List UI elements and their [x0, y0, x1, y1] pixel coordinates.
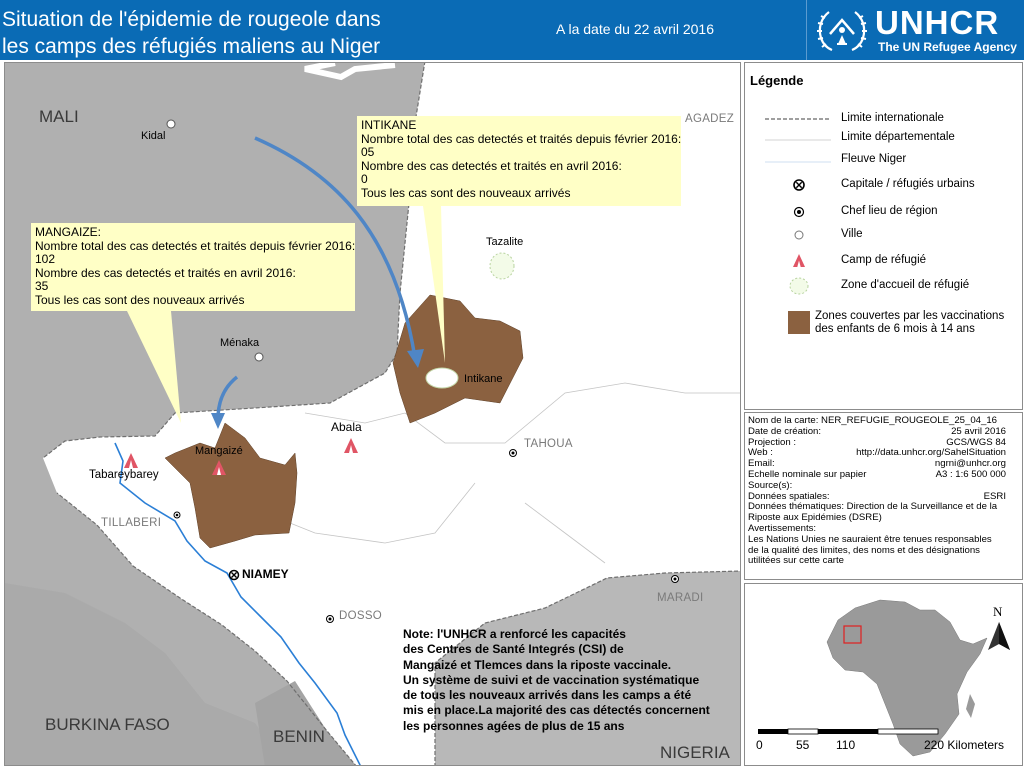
legend-label: Ville	[841, 228, 863, 240]
map-date: A la date du 22 avril 2016	[556, 21, 715, 37]
region-label-maradi: MARADI	[657, 592, 704, 604]
main-map[interactable]	[4, 62, 741, 766]
callout-mangaize-line3: Tous les cas sont des nouveaux arrivés	[35, 292, 245, 307]
meta-value: 25 avril 2016	[951, 425, 1006, 437]
region-label-tahoua: TAHOUA	[524, 438, 573, 450]
header-bar	[0, 0, 1024, 60]
meta-text: utilitées sur cette carte	[748, 555, 844, 567]
meta-key: Date de création:	[748, 425, 822, 437]
legend-item-vaccination-zone	[745, 308, 1024, 338]
callout-intikane-value1: 05	[361, 145, 375, 159]
legend-item-department-border	[745, 128, 1024, 148]
reception-zone-icon	[759, 276, 835, 296]
capital-icon	[759, 175, 835, 195]
meta-text: de la qualité des limites, des noms et des désignations	[748, 544, 980, 556]
scale-bar	[758, 729, 938, 734]
legend-label: Zone d'accueil de réfugié	[841, 279, 970, 291]
legend-item-niger-river	[745, 150, 1024, 170]
legend-label-line1: Zones couvertes par les vaccinations	[815, 310, 1005, 322]
scale-label-55: 55	[796, 738, 810, 752]
meta-value: A3 : 1:6 500 000	[935, 468, 1006, 480]
country-label-nigeria: NIGERIA	[660, 743, 730, 762]
meta-value: GCS/WGS 84	[946, 436, 1006, 448]
vaccination-note	[403, 627, 710, 734]
legend-item-international-border	[745, 109, 1024, 129]
country-label-burkina-faso: BURKINA FASO	[45, 715, 170, 734]
place-label-mangaize: Mangaizé	[195, 445, 243, 457]
note-line: Note: l'UNHCR a renforcé les capacités	[403, 627, 626, 641]
river-line-icon	[759, 150, 835, 170]
callout-mangaize-value1: 102	[35, 252, 56, 266]
meta-value[interactable]: ngrni@unhcr.org	[934, 458, 1006, 470]
title-line-1: Situation de l'épidemie de rougeole dans	[2, 8, 381, 31]
callout-intikane-line2: Nombre des cas detectés et traités en avril 2016:	[361, 158, 622, 173]
meta-text: Riposte aux Epidémies (DSRE)	[748, 512, 882, 524]
legend-item-region-capital	[745, 202, 1024, 222]
country-label-mali: MALI	[39, 107, 79, 126]
note-line: de tous les nouveaux arrivés dans les camps a été	[403, 688, 692, 703]
meta-key: Nom de la carte: NER_REFUGIE_ROUGEOLE_25_04_16	[748, 415, 998, 426]
legend-label: Chef lieu de région	[841, 205, 938, 217]
meta-key: Source(s):	[748, 479, 793, 491]
meta-row	[748, 492, 1019, 503]
place-label-intikane: Intikane	[464, 373, 503, 385]
place-label-tazalite: Tazalite	[486, 236, 524, 248]
region-capital-icon	[759, 202, 835, 222]
meta-value[interactable]: http://data.unhcr.org/SahelSituation	[856, 447, 1006, 459]
callout-mangaize-value2: 35	[35, 279, 49, 293]
city-label-menaka: Ménaka	[220, 337, 260, 349]
legend-item-reception-zone	[745, 276, 1024, 296]
legend-label: Limite départementale	[841, 131, 955, 143]
note-line: Mangaizé et Tlemces dans la riposte vaccinale.	[403, 657, 672, 672]
scale-label-0: 0	[756, 738, 763, 752]
town-icon	[759, 225, 835, 245]
meta-key: Email:	[748, 458, 775, 470]
legend-item-capital	[745, 175, 1024, 195]
menaka-town-icon	[255, 353, 263, 361]
meta-key: Echelle nominale sur papier	[748, 468, 867, 480]
callout-intikane-title: INTIKANE	[361, 118, 417, 132]
legend-label: Fleuve Niger	[841, 153, 907, 165]
place-label-abala: Abala	[331, 420, 362, 434]
legend-panel	[744, 62, 1023, 410]
meta-text: Données thématiques: Direction de la Surveillance et de la	[748, 501, 998, 513]
callout-mangaize	[31, 223, 355, 311]
legend-title: Légende	[750, 73, 804, 88]
region-label-dosso: DOSSO	[339, 610, 383, 622]
callout-mangaize-title: MANGAIZE:	[35, 225, 102, 239]
meta-key: Web :	[748, 447, 773, 459]
note-line: Un système de suivi et de vaccination systématique	[403, 672, 700, 687]
scale-label-220: 220 Kilometers	[924, 738, 1005, 752]
callout-intikane-line1: Nombre total des cas detectés et traités depuis février 2016:	[361, 131, 682, 146]
legend-item-refugee-camp	[745, 251, 1024, 271]
map-title	[2, 6, 462, 60]
title-line-2: les camps des réfugiés maliens au Niger	[2, 35, 381, 58]
country-label-benin: BENIN	[273, 727, 325, 746]
scale-label-110: 110	[836, 738, 856, 752]
africa-inset-map	[744, 583, 1023, 766]
callout-mangaize-line2: Nombre des cas detectés et traités en avril 2016:	[35, 265, 296, 280]
note-line: mis en place.La majorité des cas détectés concernent	[403, 703, 710, 718]
meta-key: Données spatiales:	[748, 490, 830, 502]
region-label-tillaberi: TILLABERI	[101, 517, 162, 529]
city-label-kidal: Kidal	[141, 130, 166, 142]
note-line: les personnes agées de plus de 15 ans	[403, 718, 625, 733]
meta-row	[748, 481, 1019, 492]
legend-label	[815, 310, 1004, 336]
north-label: N	[993, 604, 1003, 619]
meta-text: Avertissements:	[748, 522, 817, 534]
legend-label: Capitale / réfugiés urbains	[841, 178, 975, 190]
map-metadata-panel	[744, 412, 1023, 580]
meta-row	[748, 427, 1019, 438]
unhcr-subtitle: The UN Refugee Agency	[878, 40, 1017, 54]
city-label-niamey: NIAMEY	[242, 567, 289, 581]
note-line: des Centres de Santé Integrés (CSI) de	[403, 642, 624, 657]
place-label-tabareybarey: Tabareybarey	[89, 469, 159, 481]
meta-text: Les Nations Unies ne sauraient être tenues responsables	[748, 533, 992, 545]
kidal-town-icon	[167, 120, 175, 128]
dashed-line-icon	[759, 109, 835, 129]
unhcr-logo	[806, 0, 1024, 60]
callout-intikane-value2: 0	[361, 172, 368, 186]
unhcr-emblem-icon	[813, 4, 871, 56]
refugee-camp-icon	[759, 251, 835, 271]
meta-value: ESRI	[983, 490, 1006, 502]
region-label-agadez: AGADEZ	[685, 113, 735, 125]
legend-label: Camp de réfugié	[841, 254, 927, 266]
callout-intikane	[357, 116, 681, 206]
reception-zone-tazalite	[490, 253, 514, 279]
legend-label-line2: des enfants de 6 mois à 14 ans	[815, 323, 975, 335]
north-arrow-icon	[988, 622, 1010, 650]
legend-label: Limite internationale	[841, 112, 944, 124]
thin-line-icon	[759, 128, 835, 148]
meta-key: Projection :	[748, 436, 796, 448]
callout-intikane-line3: Tous les cas sont des nouveaux arrivés	[361, 185, 571, 200]
reception-zone-intikane	[426, 368, 458, 388]
callout-mangaize-line1: Nombre total des cas detectés et traités depuis février 2016:	[35, 238, 356, 253]
unhcr-wordmark: UNHCR	[875, 4, 1000, 41]
legend-item-town	[745, 225, 1024, 245]
